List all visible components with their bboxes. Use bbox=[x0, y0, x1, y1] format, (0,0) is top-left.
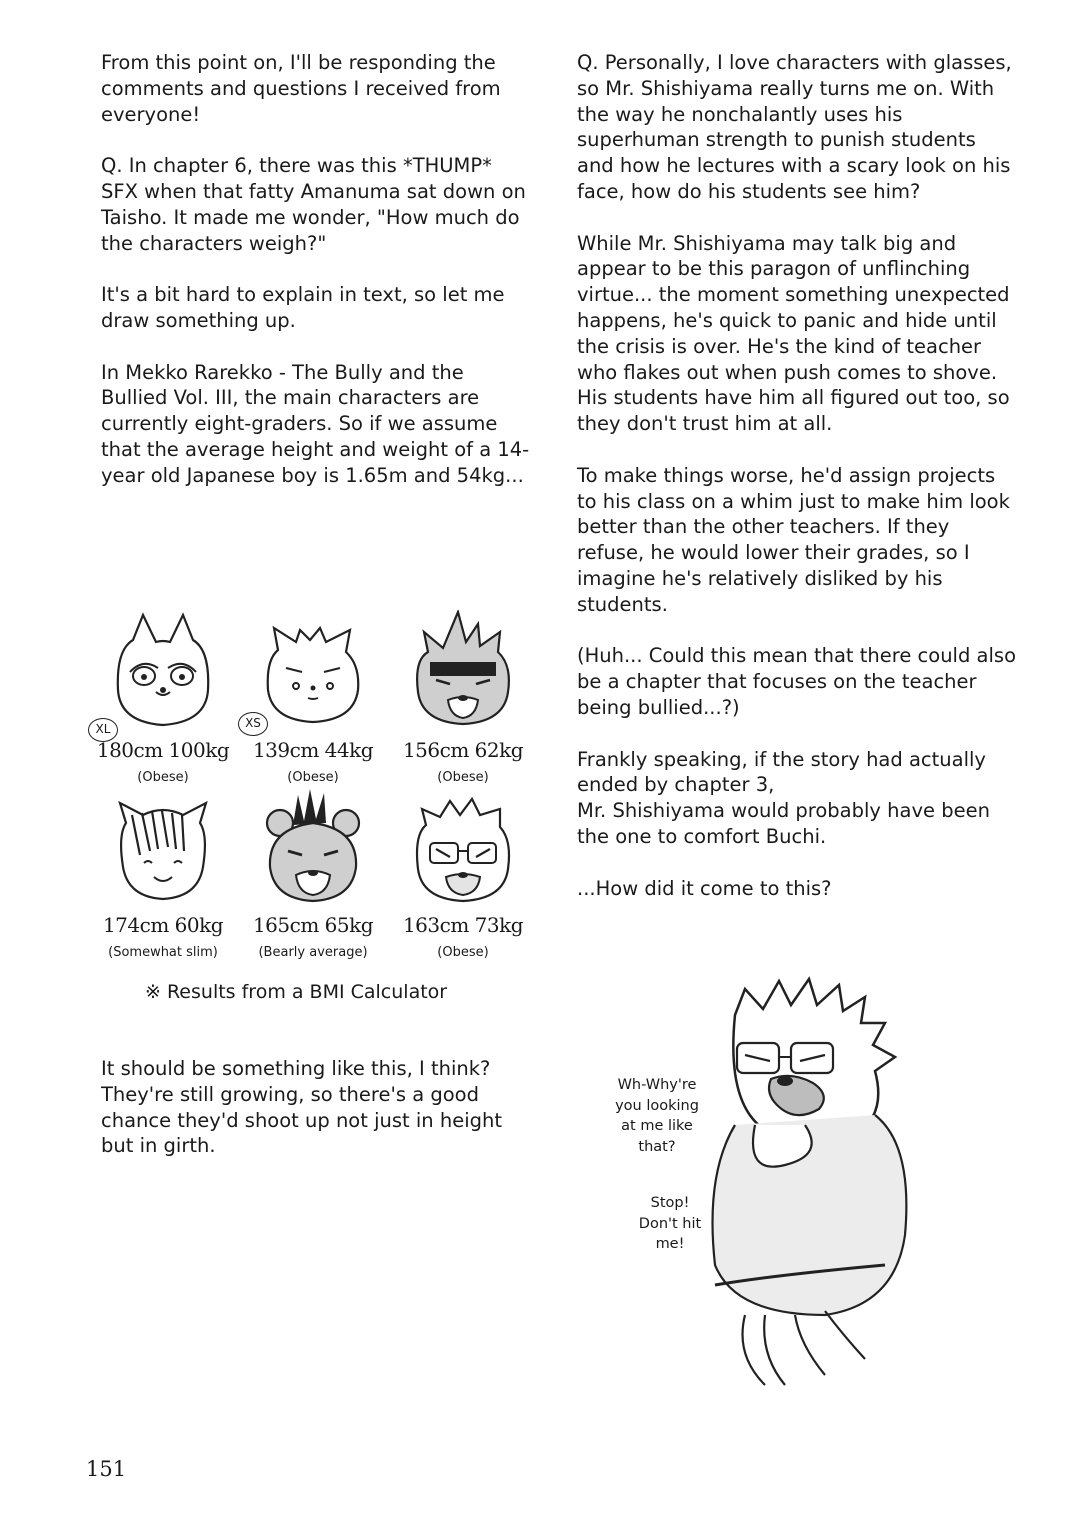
bmi-classification: (Bearly average) bbox=[258, 945, 368, 960]
lion-face-illustration bbox=[388, 785, 538, 910]
character-card bbox=[388, 610, 538, 790]
bmi-note: ※ Results from a BMI Calculator bbox=[145, 981, 448, 1003]
paragraph: (Huh... Could this mean that there could also be a chapter that focuses on the teacher being bullied...?) bbox=[577, 644, 1017, 719]
size-badge: XS bbox=[238, 712, 268, 736]
character-card bbox=[88, 785, 238, 965]
right-column bbox=[577, 50, 1017, 927]
bmi-classification: (Obese) bbox=[437, 945, 489, 960]
paragraph: To make things worse, he'd assign projects to his class on a whim just to make him look better than the other teachers. If they refuse, he would lower their grades, so I imagine he's relatively disliked by his students. bbox=[577, 463, 1010, 616]
bmi-classification: (Somewhat slim) bbox=[108, 945, 218, 960]
bear-face-illustration bbox=[238, 785, 388, 910]
paragraph: Q. Personally, I love characters with glasses, so Mr. Shishiyama really turns me on. With the way he nonchalantly uses his superhuman strength to punish students and how he lectures with a scary look on his face, how do his students see him? bbox=[577, 51, 1012, 203]
height-weight: 139cm 44kg bbox=[252, 738, 374, 762]
height-weight: 163cm 73kg bbox=[402, 913, 524, 937]
size-badge: XL bbox=[88, 718, 118, 742]
paragraph: It's a bit hard to explain in text, so let me draw something up. bbox=[101, 283, 505, 332]
height-weight: 174cm 60kg bbox=[102, 913, 224, 937]
bmi-classification: (Obese) bbox=[287, 770, 339, 785]
paragraph: It should be something like this, I think? They're still growing, so there's a good chance they'd shoot up not just in height but in girth. bbox=[101, 1057, 502, 1158]
character-card bbox=[238, 785, 388, 965]
fox-face-illustration bbox=[388, 610, 538, 735]
character-grid bbox=[68, 600, 538, 970]
character-card bbox=[88, 610, 238, 790]
character-card bbox=[388, 785, 538, 965]
paragraph: Frankly speaking, if the story had actually ended by chapter 3, Mr. Shishiyama would probably have been the one to comfort Buchi. bbox=[577, 747, 990, 848]
dog-face-illustration bbox=[88, 785, 238, 910]
cat-face-illustration bbox=[88, 610, 238, 735]
height-weight: 156cm 62kg bbox=[402, 738, 524, 762]
speech-bubble: Stop! Don't hit me! bbox=[638, 1195, 702, 1252]
paragraph: While Mr. Shishiyama may talk big and appear to be this paragon of unflinching virtue... the moment something unexpected happens, he's quick to panic and hide until the crisis is over. He's the kind of teacher who flakes out when push comes to shove. His students have him all figured out too, so they don't trust him at all. bbox=[577, 231, 1010, 436]
height-weight: 165cm 65kg bbox=[252, 913, 374, 937]
lion-teacher-drawing bbox=[595, 975, 1025, 1395]
page-number: 151 bbox=[86, 1457, 127, 1481]
speech-bubble: Wh-Why're you looking at me like that? bbox=[615, 1077, 699, 1155]
paragraph: In Mekko Rarekko - The Bully and the Bullied Vol. III, the main characters are currently eight-graders. So if we assume that the average height and weight of a 14-year old Japanese boy is 1.65m and 54kg... bbox=[101, 360, 530, 487]
left-column bbox=[101, 50, 531, 514]
paragraph: From this point on, I'll be responding the comments and questions I received from everyone! bbox=[101, 51, 501, 126]
paragraph: Q. In chapter 6, there was this *THUMP* SFX when that fatty Amanuma sat down on Taisho. It made me wonder, "How much do the characters weigh?" bbox=[101, 154, 526, 255]
bmi-classification: (Obese) bbox=[137, 770, 189, 785]
teacher-illustration bbox=[595, 975, 1025, 1395]
height-weight: 180cm 100kg bbox=[96, 738, 230, 762]
bmi-classification: (Obese) bbox=[437, 770, 489, 785]
paragraph: ...How did it come to this? bbox=[577, 876, 832, 900]
character-card bbox=[238, 610, 388, 790]
